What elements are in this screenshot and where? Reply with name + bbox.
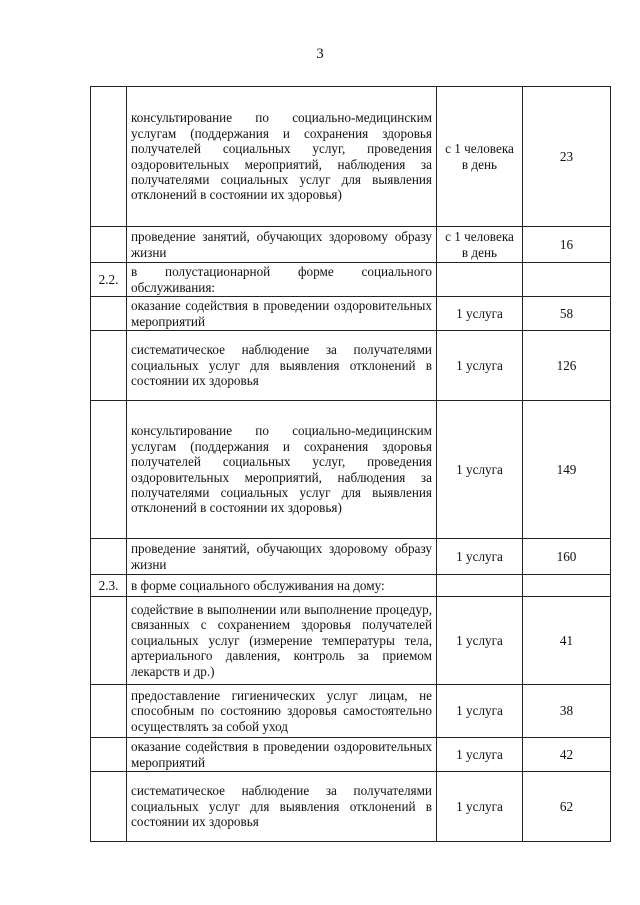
row-number [91, 539, 127, 575]
services-table [90, 86, 611, 842]
service-unit: с 1 человека в день [437, 227, 523, 263]
row-number [91, 772, 127, 842]
service-name: систематическое наблюдение за получателями социальных услуг для выявления отклонений в состоянии их здоровья [127, 331, 437, 401]
service-value: 58 [523, 297, 611, 331]
table-row [91, 539, 611, 575]
table-row [91, 227, 611, 263]
service-name: оказание содействия в проведении оздоровительных мероприятий [127, 738, 437, 772]
service-value: 23 [523, 87, 611, 227]
table-row [91, 738, 611, 772]
page-number: 3 [316, 46, 324, 62]
row-number [91, 331, 127, 401]
row-number [91, 87, 127, 227]
row-number [91, 738, 127, 772]
table-row [91, 401, 611, 539]
row-number [91, 227, 127, 263]
service-unit [437, 263, 523, 297]
row-number: 2.3. [91, 575, 127, 597]
service-name: проведение занятий, обучающих здоровому образу жизни [127, 539, 437, 575]
service-value: 62 [523, 772, 611, 842]
table-row [91, 685, 611, 738]
service-unit: 1 услуга [437, 539, 523, 575]
service-unit: 1 услуга [437, 297, 523, 331]
service-value: 41 [523, 597, 611, 685]
section-heading: в форме социального обслуживания на дому: [127, 575, 437, 597]
service-value: 149 [523, 401, 611, 539]
service-name: консультирование по социально-медицинским услугам (поддержания и сохранения здоровья получателей социальных услуг, проведения оздоровительных мероприятий, наблюдения за получателями социальных услуг для выявления отклонений в состоянии их здоровья) [127, 401, 437, 539]
service-name: систематическое наблюдение за получателями социальных услуг для выявления отклонений в состоянии их здоровья [127, 772, 437, 842]
table-row [91, 331, 611, 401]
service-unit: 1 услуга [437, 738, 523, 772]
row-number [91, 401, 127, 539]
table-row [91, 772, 611, 842]
service-name: проведение занятий, обучающих здоровому образу жизни [127, 227, 437, 263]
service-unit: 1 услуга [437, 772, 523, 842]
service-value: 126 [523, 331, 611, 401]
service-unit: 1 услуга [437, 401, 523, 539]
row-number: 2.2. [91, 263, 127, 297]
service-name: консультирование по социально-медицинским услугам (поддержания и сохранения здоровья получателей социальных услуг, проведения оздоровительных мероприятий, наблюдения за получателями социальных услуг для выявления отклонений в состоянии их здоровья) [127, 87, 437, 227]
table-row [91, 263, 611, 297]
section-heading: в полустационарной форме социального обслуживания: [127, 263, 437, 297]
table-row [91, 575, 611, 597]
service-value: 16 [523, 227, 611, 263]
table-row [91, 87, 611, 227]
service-value: 38 [523, 685, 611, 738]
service-unit: с 1 человека в день [437, 87, 523, 227]
service-value [523, 263, 611, 297]
service-unit [437, 575, 523, 597]
service-name: предоставление гигиенических услуг лицам, не способным по состоянию здоровья самостоятельно осуществлять за собой уход [127, 685, 437, 738]
row-number [91, 685, 127, 738]
row-number [91, 597, 127, 685]
service-value: 42 [523, 738, 611, 772]
service-value [523, 575, 611, 597]
service-name: содействие в выполнении или выполнение процедур, связанных с сохранением здоровья получателей социальных услуг (измерение температуры тела, артериального давления, контроль за приемом лекарств и др.) [127, 597, 437, 685]
row-number [91, 297, 127, 331]
service-value: 160 [523, 539, 611, 575]
service-name: оказание содействия в проведении оздоровительных мероприятий [127, 297, 437, 331]
service-unit: 1 услуга [437, 331, 523, 401]
table-row [91, 297, 611, 331]
service-unit: 1 услуга [437, 685, 523, 738]
table-row [91, 597, 611, 685]
service-unit: 1 услуга [437, 597, 523, 685]
